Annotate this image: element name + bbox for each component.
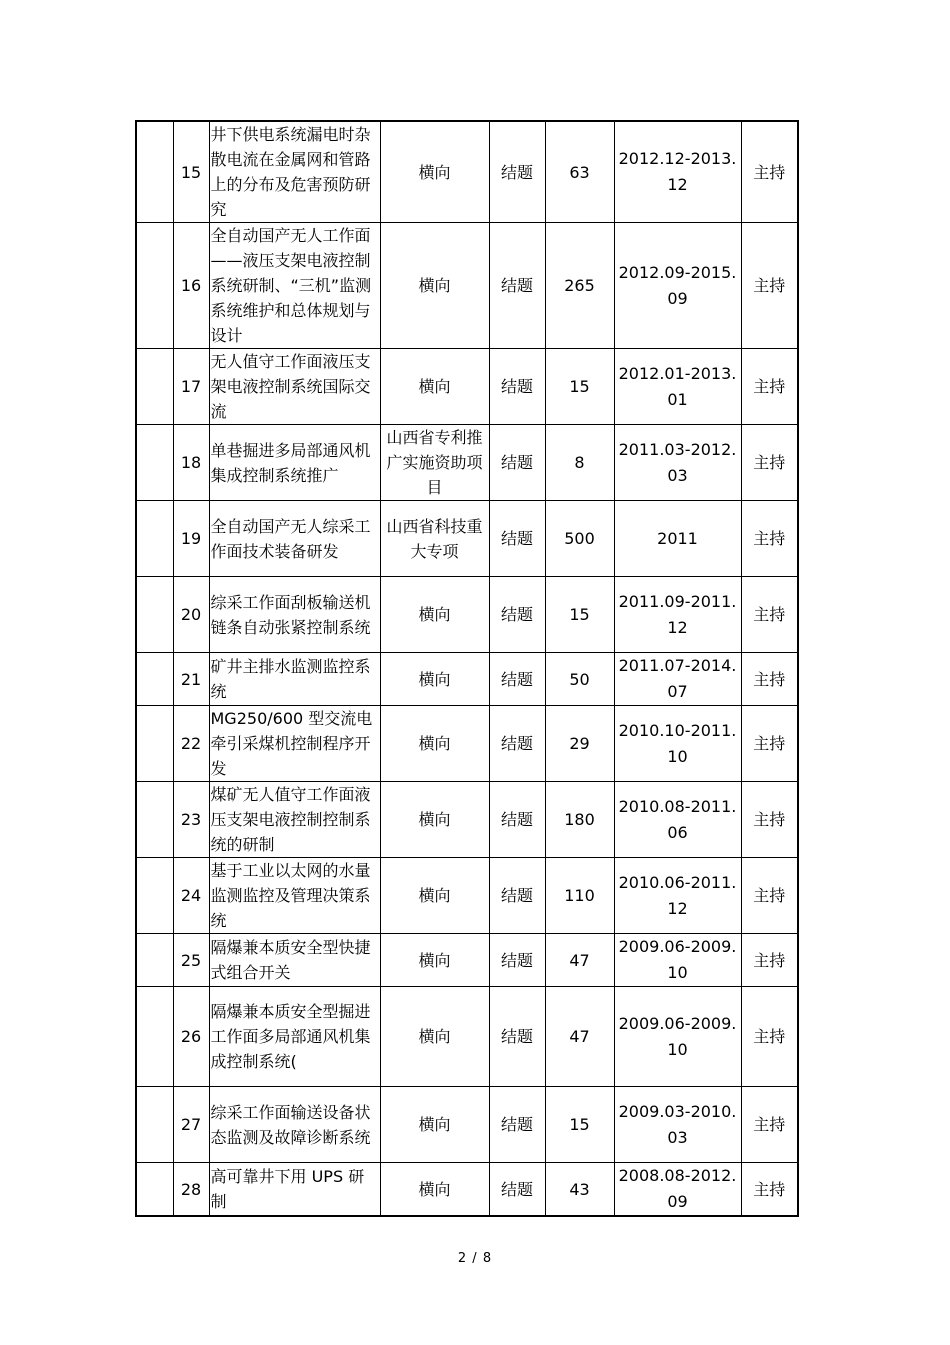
table-row [136, 501, 798, 577]
row-number-cell: 26 [173, 987, 209, 1087]
project-type-cell: 横向 [380, 577, 489, 653]
project-period-cell: 2011.07-2014.07 [614, 653, 741, 706]
project-period-cell: 2009.06-2009.10 [614, 934, 741, 987]
project-role-cell: 主持 [741, 349, 798, 425]
row-blank-cell [136, 706, 173, 782]
row-blank-cell [136, 577, 173, 653]
project-type-cell: 山西省科技重大专项 [380, 501, 489, 577]
project-name-cell: 基于工业以太网的水量监测监控及管理决策系统 [209, 858, 380, 934]
table-row [136, 858, 798, 934]
project-type-cell: 横向 [380, 1087, 489, 1163]
row-blank-cell [136, 782, 173, 858]
project-type-cell: 横向 [380, 987, 489, 1087]
project-name-cell: 全自动国产无人工作面——液压支架电液控制系统研制、“三机”监测系统维护和总体规划与设计 [209, 223, 380, 349]
row-number-cell: 24 [173, 858, 209, 934]
row-number-cell: 21 [173, 653, 209, 706]
project-type-cell: 横向 [380, 1163, 489, 1217]
project-period-cell: 2010.06-2011.12 [614, 858, 741, 934]
row-blank-cell [136, 501, 173, 577]
project-funding-cell: 15 [545, 1087, 614, 1163]
project-role-cell: 主持 [741, 121, 798, 223]
project-name-cell: MG250/600 型交流电牵引采煤机控制程序开发 [209, 706, 380, 782]
table-row [136, 425, 798, 501]
row-blank-cell [136, 858, 173, 934]
project-type-cell: 横向 [380, 653, 489, 706]
project-name-cell: 矿井主排水监测监控系统 [209, 653, 380, 706]
table-row [136, 223, 798, 349]
project-funding-cell: 43 [545, 1163, 614, 1217]
project-funding-cell: 47 [545, 987, 614, 1087]
page-number: 2 / 8 [457, 1251, 493, 1266]
project-role-cell: 主持 [741, 1163, 798, 1217]
project-role-cell: 主持 [741, 987, 798, 1087]
project-funding-cell: 110 [545, 858, 614, 934]
row-blank-cell [136, 1163, 173, 1217]
table-body [136, 121, 798, 1216]
project-status-cell: 结题 [489, 653, 545, 706]
project-status-cell: 结题 [489, 934, 545, 987]
project-type-cell: 山西省专利推广实施资助项目 [380, 425, 489, 501]
project-name-cell: 无人值守工作面液压支架电液控制系统国际交流 [209, 349, 380, 425]
project-type-cell: 横向 [380, 934, 489, 987]
project-status-cell: 结题 [489, 1087, 545, 1163]
project-type-cell: 横向 [380, 223, 489, 349]
project-role-cell: 主持 [741, 653, 798, 706]
project-period-cell: 2012.01-2013.01 [614, 349, 741, 425]
project-role-cell: 主持 [741, 934, 798, 987]
row-blank-cell [136, 934, 173, 987]
project-funding-cell: 15 [545, 577, 614, 653]
project-funding-cell: 265 [545, 223, 614, 349]
project-period-cell: 2009.06-2009.10 [614, 987, 741, 1087]
table-row [136, 349, 798, 425]
project-period-cell: 2011 [614, 501, 741, 577]
row-number-cell: 15 [173, 121, 209, 223]
project-name-cell: 井下供电系统漏电时杂散电流在金属网和管路上的分布及危害预防研究 [209, 121, 380, 223]
table-row [136, 1163, 798, 1217]
row-number-cell: 16 [173, 223, 209, 349]
project-funding-cell: 47 [545, 934, 614, 987]
table-row [136, 121, 798, 223]
project-name-cell: 综采工作面刮板输送机链条自动张紧控制系统 [209, 577, 380, 653]
project-period-cell: 2010.10-2011.10 [614, 706, 741, 782]
project-type-cell: 横向 [380, 349, 489, 425]
project-role-cell: 主持 [741, 223, 798, 349]
project-role-cell: 主持 [741, 782, 798, 858]
project-status-cell: 结题 [489, 349, 545, 425]
project-status-cell: 结题 [489, 223, 545, 349]
row-blank-cell [136, 987, 173, 1087]
row-blank-cell [136, 223, 173, 349]
project-type-cell: 横向 [380, 782, 489, 858]
project-name-cell: 全自动国产无人综采工作面技术装备研发 [209, 501, 380, 577]
project-funding-cell: 180 [545, 782, 614, 858]
row-number-cell: 28 [173, 1163, 209, 1217]
project-status-cell: 结题 [489, 987, 545, 1087]
project-funding-cell: 15 [545, 349, 614, 425]
table-row [136, 653, 798, 706]
project-period-cell: 2009.03-2010.03 [614, 1087, 741, 1163]
project-status-cell: 结题 [489, 1163, 545, 1217]
project-period-cell: 2010.08-2011.06 [614, 782, 741, 858]
row-blank-cell [136, 653, 173, 706]
row-number-cell: 23 [173, 782, 209, 858]
project-status-cell: 结题 [489, 425, 545, 501]
table-row [136, 1087, 798, 1163]
row-number-cell: 20 [173, 577, 209, 653]
project-status-cell: 结题 [489, 577, 545, 653]
project-name-cell: 综采工作面输送设备状态监测及故障诊断系统 [209, 1087, 380, 1163]
row-number-cell: 19 [173, 501, 209, 577]
project-period-cell: 2011.09-2011.12 [614, 577, 741, 653]
project-role-cell: 主持 [741, 577, 798, 653]
project-status-cell: 结题 [489, 706, 545, 782]
project-role-cell: 主持 [741, 858, 798, 934]
project-name-cell: 隔爆兼本质安全型掘进工作面多局部通风机集成控制系统( [209, 987, 380, 1087]
row-number-cell: 17 [173, 349, 209, 425]
table-row [136, 577, 798, 653]
project-status-cell: 结题 [489, 501, 545, 577]
project-period-cell: 2012.12-2013.12 [614, 121, 741, 223]
project-type-cell: 横向 [380, 121, 489, 223]
project-status-cell: 结题 [489, 858, 545, 934]
row-number-cell: 27 [173, 1087, 209, 1163]
project-funding-cell: 63 [545, 121, 614, 223]
project-period-cell: 2008.08-2012.09 [614, 1163, 741, 1217]
project-funding-cell: 29 [545, 706, 614, 782]
project-funding-cell: 50 [545, 653, 614, 706]
row-blank-cell [136, 349, 173, 425]
row-blank-cell [136, 1087, 173, 1163]
project-period-cell: 2011.03-2012.03 [614, 425, 741, 501]
row-blank-cell [136, 121, 173, 223]
project-type-cell: 横向 [380, 858, 489, 934]
table-row [136, 934, 798, 987]
table-row [136, 706, 798, 782]
table-row [136, 987, 798, 1087]
row-blank-cell [136, 425, 173, 501]
project-name-cell: 煤矿无人值守工作面液压支架电液控制控制系统的研制 [209, 782, 380, 858]
project-role-cell: 主持 [741, 501, 798, 577]
project-name-cell: 隔爆兼本质安全型快捷式组合开关 [209, 934, 380, 987]
table-row [136, 782, 798, 858]
row-number-cell: 22 [173, 706, 209, 782]
project-name-cell: 单巷掘进多局部通风机集成控制系统推广 [209, 425, 380, 501]
row-number-cell: 25 [173, 934, 209, 987]
project-funding-cell: 500 [545, 501, 614, 577]
project-table [135, 120, 799, 1217]
project-status-cell: 结题 [489, 782, 545, 858]
project-status-cell: 结题 [489, 121, 545, 223]
project-period-cell: 2012.09-2015.09 [614, 223, 741, 349]
project-funding-cell: 8 [545, 425, 614, 501]
project-role-cell: 主持 [741, 706, 798, 782]
row-number-cell: 18 [173, 425, 209, 501]
project-name-cell: 高可靠井下用 UPS 研制 [209, 1163, 380, 1217]
project-type-cell: 横向 [380, 706, 489, 782]
project-role-cell: 主持 [741, 425, 798, 501]
project-role-cell: 主持 [741, 1087, 798, 1163]
